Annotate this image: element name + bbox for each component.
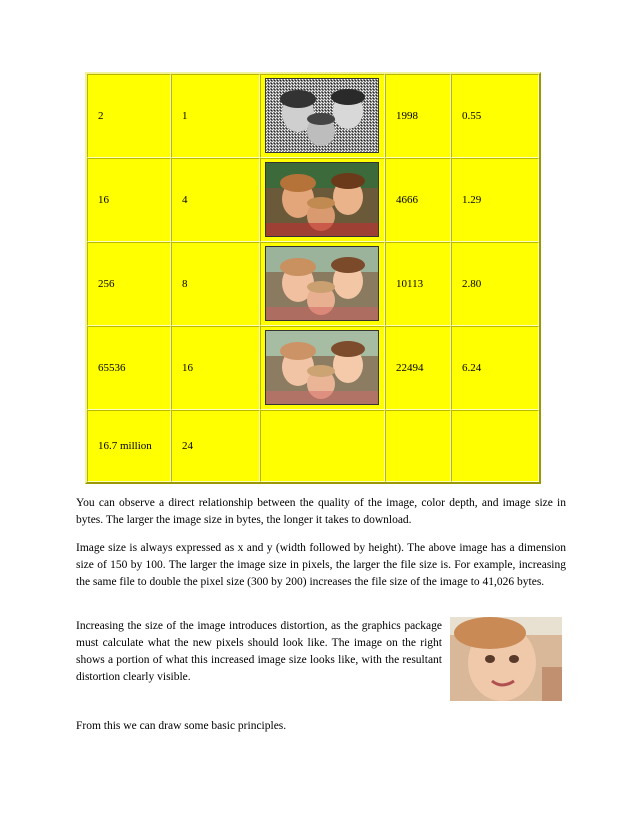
bytes-cell [385,74,451,158]
bytes-value: 4666 [396,193,418,206]
bits-value: 4 [182,193,188,206]
table-row [87,326,539,410]
kb-value: 6.24 [462,361,482,374]
children-photo-65536-color [265,330,379,405]
bits-cell [171,410,260,482]
table-row [87,242,539,326]
bits-value: 1 [182,109,188,122]
kb-value: 0.55 [462,109,482,122]
paragraph-distortion: Increasing the size of the image introduces distortion, as the graphics package must calculate what the new pixels should look like. The image on the right shows a portion of what this increased image size looks like, with the resultant distortion clearly visible. [76,620,442,683]
kb-cell [451,410,539,482]
colors-value: 256 [98,277,115,290]
bits-value: 24 [182,439,193,452]
bits-value: 16 [182,361,193,374]
bits-cell [171,158,260,242]
bytes-value: 10113 [396,277,424,290]
bits-value: 8 [182,277,188,290]
kb-cell [451,242,539,326]
kb-cell [451,326,539,410]
colors-cell [87,326,171,410]
paragraph-relationship: You can observe a direct relationship between the quality of the image, color depth, and image size in bytes. The larger the image size in bytes, the longer it takes to download. [76,497,566,526]
colors-cell [87,410,171,482]
bytes-value: 1998 [396,109,418,122]
bytes-value: 22494 [396,361,424,374]
image-cell [260,158,385,242]
bytes-cell [385,410,451,482]
children-photo-16-color [265,162,379,237]
image-cell [260,326,385,410]
image-cell [260,74,385,158]
colors-value: 16.7 million [98,439,152,452]
kb-cell [451,74,539,158]
table-row [87,410,539,482]
color-depth-table [85,72,541,484]
kb-value: 2.80 [462,277,482,290]
colors-value: 16 [98,193,109,206]
bits-cell [171,242,260,326]
children-photo-mono [265,78,379,153]
colors-cell [87,242,171,326]
kb-cell [451,158,539,242]
image-cell [260,242,385,326]
colors-value: 65536 [98,361,126,374]
colors-cell [87,74,171,158]
colors-value: 2 [98,109,104,122]
table-row [87,74,539,158]
enlarged-distorted-photo [450,617,562,701]
bytes-cell [385,158,451,242]
image-cell [260,410,385,482]
bits-cell [171,74,260,158]
kb-value: 1.29 [462,193,482,206]
children-photo-256-color [265,246,379,321]
table-row [87,158,539,242]
colors-cell [87,158,171,242]
bits-cell [171,326,260,410]
bytes-cell [385,326,451,410]
paragraph-image-size: Image size is always expressed as x and y (width followed by height). The above image has a dimension size of 150 by 100. The larger the image size in pixels, the larger the file size is. For example, increasing the same file to double the pixel size (300 by 200) increases the file size of the image to 41,026 bytes. [76,542,566,588]
bytes-cell [385,242,451,326]
paragraph-principles: From this we can draw some basic principles. [76,720,287,732]
